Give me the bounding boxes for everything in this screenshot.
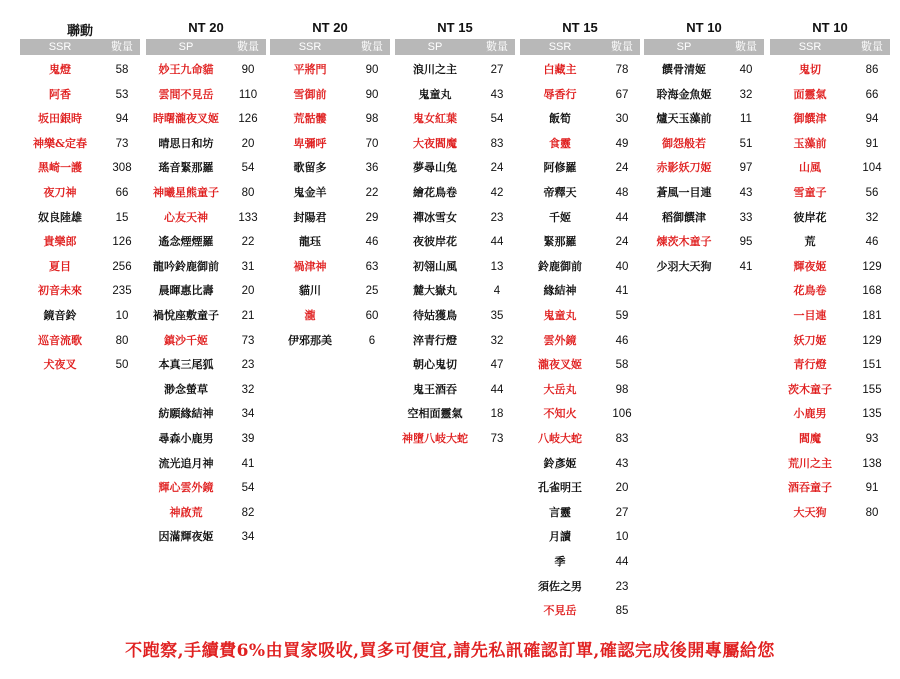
item-quantity: 6 — [368, 334, 376, 347]
item-quantity: 15 — [115, 211, 129, 224]
item-name: 伊邪那美 — [288, 333, 332, 347]
item-quantity: 151 — [862, 359, 882, 372]
item-name: 煉茨木童子 — [656, 235, 712, 249]
item-quantity: 27 — [490, 64, 504, 76]
group-title: NT 10 — [812, 20, 848, 35]
item-name: 卑彌呼 — [293, 136, 327, 150]
item-name: 初翎山風 — [413, 259, 457, 273]
item-quantity: 90 — [365, 88, 379, 101]
item-name: 雪御前 — [293, 87, 327, 101]
item-quantity: 86 — [865, 64, 879, 76]
item-name: 須佐之男 — [538, 579, 582, 593]
item-name: 夢尋山兔 — [413, 161, 457, 175]
item-name: 紡願緣結神 — [158, 407, 214, 421]
item-name: 聆海金魚姬 — [656, 87, 712, 101]
item-quantity: 40 — [739, 64, 753, 76]
item-name: 尋森小鹿男 — [158, 432, 214, 445]
item-quantity: 49 — [615, 137, 629, 150]
item-quantity: 80 — [115, 334, 129, 347]
item-quantity: 36 — [365, 162, 379, 175]
item-name: 龍珏 — [299, 235, 321, 249]
item-name: 坂田銀時 — [38, 112, 82, 126]
item-name: 瀧夜叉姬 — [538, 358, 582, 372]
item-name: 神墮八岐大蛇 — [402, 432, 468, 445]
item-name: 妖刀姬 — [793, 333, 827, 347]
footer-notice: 不跑察,手續費6%由買家吸收,買多可便宜,請先私訊確認訂單,確認完成後開專屬給您 — [125, 641, 775, 661]
item-name: 鬼王酒吞 — [413, 382, 457, 396]
item-quantity: 256 — [112, 260, 132, 273]
item-quantity: 95 — [739, 236, 753, 249]
item-quantity: 42 — [490, 187, 504, 199]
item-quantity: 78 — [615, 64, 629, 76]
item-name: 山風 — [799, 161, 821, 175]
item-name: 鬼金羊 — [293, 186, 327, 199]
item-quantity: 30 — [615, 113, 629, 126]
item-name: 鎮沙千姬 — [164, 333, 208, 347]
item-quantity: 73 — [241, 334, 255, 347]
item-quantity: 129 — [862, 334, 882, 347]
item-quantity: 21 — [241, 310, 255, 322]
group-title: NT 15 — [437, 20, 473, 35]
item-name: 雲外鏡 — [543, 333, 577, 347]
item-quantity: 85 — [615, 605, 629, 618]
group-title: NT 20 — [312, 20, 348, 35]
item-name: 帝釋天 — [543, 186, 577, 199]
item-quantity: 32 — [739, 88, 753, 101]
item-quantity: 24 — [615, 162, 629, 175]
item-quantity: 60 — [365, 310, 379, 322]
item-quantity: 23 — [615, 580, 629, 593]
item-quantity: 24 — [490, 162, 504, 175]
header-quantity: 數量 — [237, 41, 259, 53]
item-name: 朝心鬼切 — [413, 358, 457, 372]
item-name: 千姬 — [549, 210, 571, 224]
item-quantity: 83 — [615, 433, 629, 445]
item-name: 爐天玉藻前 — [656, 112, 712, 126]
item-name: 瑤音緊那羅 — [158, 161, 214, 175]
item-name: 晨暉惠比壽 — [158, 284, 214, 298]
group-title: 聯動 — [66, 23, 93, 38]
header-type: SP — [178, 41, 194, 53]
item-quantity: 168 — [862, 285, 882, 298]
item-name: 緣結神 — [543, 284, 577, 298]
item-name: 因滿輝夜姬 — [158, 530, 214, 544]
item-name: 少羽大天狗 — [656, 259, 712, 273]
item-name: 大天狗 — [793, 505, 827, 519]
header-type: SP — [427, 41, 443, 53]
column-header — [520, 39, 640, 55]
item-quantity: 32 — [865, 211, 879, 224]
item-quantity: 90 — [241, 64, 255, 76]
item-name: 神樂&定春 — [33, 136, 87, 150]
item-quantity: 133 — [238, 211, 258, 224]
item-name: 白藏主 — [543, 63, 577, 76]
column-header — [395, 39, 515, 55]
group-title: NT 15 — [562, 20, 598, 35]
item-name: 孔雀明王 — [538, 481, 582, 495]
item-name: 一目連 — [793, 309, 827, 322]
item-name: 御怨般若 — [662, 136, 706, 150]
item-quantity: 138 — [862, 457, 882, 470]
item-name: 季 — [554, 555, 566, 568]
item-name: 本真三尾狐 — [158, 358, 214, 372]
item-quantity: 126 — [112, 236, 132, 249]
column-header — [770, 39, 890, 55]
item-name: 不見岳 — [543, 604, 577, 618]
item-quantity: 48 — [615, 187, 629, 199]
item-name: 鬼童丸 — [418, 87, 452, 101]
item-name: 神曦星熊童子 — [153, 186, 219, 199]
item-quantity: 4 — [493, 285, 501, 298]
item-name: 犬夜叉 — [43, 358, 77, 372]
group-title: NT 10 — [686, 20, 722, 35]
item-quantity: 22 — [241, 236, 255, 249]
item-name: 玉藻前 — [793, 136, 827, 150]
item-quantity: 11 — [740, 113, 752, 126]
item-quantity: 58 — [115, 64, 129, 76]
item-name: 不知火 — [543, 407, 577, 421]
item-name: 鬼女紅葉 — [413, 112, 457, 126]
item-quantity: 93 — [865, 433, 879, 445]
item-name: 輝心雲外鏡 — [158, 481, 214, 495]
item-quantity: 80 — [865, 506, 879, 519]
item-name: 夏目 — [49, 259, 71, 273]
item-name: 心友天神 — [164, 210, 208, 224]
item-quantity: 54 — [241, 162, 255, 175]
item-quantity: 98 — [615, 383, 629, 396]
item-name: 流光追月神 — [158, 456, 214, 470]
item-quantity: 73 — [115, 137, 129, 150]
item-quantity: 58 — [615, 359, 629, 372]
item-name: 辱香行 — [543, 87, 577, 101]
item-quantity: 91 — [865, 137, 879, 150]
item-quantity: 41 — [739, 260, 753, 273]
column-header — [270, 39, 390, 55]
item-name: 小鹿男 — [793, 407, 827, 421]
item-quantity: 47 — [490, 359, 504, 372]
item-quantity: 20 — [241, 137, 255, 150]
item-name: 饌骨清姬 — [662, 63, 706, 76]
item-quantity: 63 — [365, 260, 379, 273]
header-type: SSR — [548, 41, 572, 53]
item-name: 荒川之主 — [788, 456, 832, 470]
item-quantity: 235 — [112, 285, 132, 298]
column-header — [20, 39, 140, 55]
item-name: 言靈 — [549, 505, 571, 519]
item-name: 荒骷髏 — [293, 112, 327, 126]
item-quantity: 67 — [615, 88, 629, 101]
item-quantity: 54 — [241, 482, 255, 495]
item-quantity: 44 — [615, 556, 629, 568]
item-quantity: 18 — [490, 408, 504, 421]
item-name: 浪川之主 — [413, 63, 457, 76]
item-name: 初音未來 — [38, 284, 82, 298]
item-name: 晴思日和坊 — [158, 136, 214, 150]
item-quantity: 80 — [241, 187, 255, 199]
header-quantity: 數量 — [735, 41, 757, 53]
item-name: 繪花鳥卷 — [413, 186, 457, 199]
header-quantity: 數量 — [861, 41, 883, 53]
item-name: 彼岸花 — [793, 210, 827, 224]
item-quantity: 44 — [490, 383, 504, 396]
item-quantity: 97 — [739, 162, 753, 175]
item-name: 酒吞童子 — [788, 481, 832, 495]
item-quantity: 135 — [862, 408, 882, 421]
item-quantity: 106 — [612, 408, 632, 421]
item-name: 青行燈 — [793, 358, 827, 372]
item-name: 夜刀神 — [43, 186, 77, 199]
item-quantity: 20 — [241, 285, 255, 298]
item-name: 妙王九命貓 — [158, 63, 214, 76]
item-quantity: 181 — [862, 310, 882, 322]
item-quantity: 40 — [615, 260, 629, 273]
item-quantity: 46 — [865, 236, 879, 249]
item-quantity: 24 — [615, 236, 629, 249]
item-name: 黑崎一護 — [38, 161, 82, 175]
item-quantity: 98 — [365, 113, 379, 126]
item-name: 貓川 — [299, 284, 321, 298]
item-quantity: 44 — [615, 211, 629, 224]
item-name: 輝夜姬 — [793, 259, 827, 273]
item-quantity: 44 — [490, 236, 504, 249]
item-quantity: 39 — [241, 433, 255, 445]
item-quantity: 46 — [365, 236, 379, 249]
item-quantity: 27 — [615, 506, 629, 519]
item-quantity: 83 — [490, 137, 504, 150]
header-quantity: 數量 — [486, 41, 508, 53]
item-quantity: 91 — [865, 482, 879, 495]
item-name: 赤影妖刀姬 — [656, 161, 712, 175]
item-name: 鏡音鈴 — [43, 309, 77, 322]
header-type: SSR — [298, 41, 322, 53]
header-quantity: 數量 — [611, 41, 633, 53]
item-name: 鈴鹿御前 — [538, 259, 582, 273]
item-name: 鈴彥姬 — [543, 456, 577, 470]
item-name: 龍吟鈴鹿御前 — [153, 259, 219, 273]
column-header — [644, 39, 764, 55]
item-quantity: 50 — [115, 359, 129, 372]
item-quantity: 41 — [241, 457, 255, 470]
item-quantity: 70 — [365, 137, 379, 150]
item-name: 貴樂郎 — [43, 235, 77, 249]
item-name: 歌留多 — [293, 161, 327, 175]
item-quantity: 110 — [238, 88, 258, 101]
item-name: 緊那羅 — [543, 235, 577, 249]
item-name: 荒 — [804, 235, 816, 249]
item-quantity: 126 — [238, 113, 258, 126]
item-name: 食靈 — [549, 136, 571, 150]
item-name: 月讀 — [549, 530, 571, 544]
item-quantity: 90 — [365, 64, 379, 76]
item-quantity: 54 — [490, 113, 504, 126]
item-quantity: 25 — [365, 285, 379, 298]
item-quantity: 33 — [739, 211, 753, 224]
item-name: 空相面靈氣 — [407, 407, 463, 421]
item-name: 鬼燈 — [49, 63, 71, 76]
item-quantity: 56 — [865, 187, 879, 199]
item-quantity: 32 — [241, 383, 255, 396]
item-name: 禍悅座敷童子 — [153, 309, 219, 322]
item-name: 大夜閻魔 — [413, 136, 457, 150]
item-name: 淬青行燈 — [413, 333, 457, 347]
item-quantity: 10 — [115, 310, 129, 322]
item-quantity: 41 — [615, 285, 629, 298]
item-quantity: 23 — [490, 211, 504, 224]
item-quantity: 31 — [241, 260, 255, 273]
item-name: 雲間不見岳 — [158, 87, 214, 101]
header-type: SSR — [798, 41, 822, 53]
item-name: 八岐大蛇 — [538, 432, 582, 445]
item-name: 鬼童丸 — [543, 309, 577, 322]
group-title: NT 20 — [188, 20, 224, 35]
item-quantity: 34 — [241, 531, 255, 544]
item-name: 閻魔 — [799, 432, 821, 445]
item-quantity: 23 — [241, 359, 255, 372]
item-name: 雪童子 — [793, 186, 827, 199]
item-name: 蒼風一目連 — [656, 186, 712, 199]
item-quantity: 51 — [739, 137, 753, 150]
item-quantity: 20 — [615, 482, 629, 495]
item-name: 稻御饌津 — [662, 210, 706, 224]
item-name: 瀧 — [304, 309, 316, 322]
item-name: 面靈氣 — [793, 87, 827, 101]
item-name: 巡音流歌 — [38, 333, 82, 347]
item-name: 神啟荒 — [169, 505, 203, 519]
item-name: 渺念螢草 — [164, 382, 208, 396]
item-name: 平將門 — [293, 63, 327, 76]
item-name: 麓大嶽丸 — [413, 284, 457, 298]
item-quantity: 43 — [615, 457, 629, 470]
item-quantity: 308 — [112, 162, 132, 175]
item-quantity: 22 — [365, 187, 379, 199]
item-name: 封陽君 — [293, 210, 327, 224]
item-quantity: 94 — [865, 113, 879, 126]
item-name: 茨木童子 — [788, 382, 832, 396]
item-name: 時曙瀧夜叉姬 — [153, 112, 219, 126]
item-name: 阿香 — [49, 87, 71, 101]
item-name: 奴良陸雄 — [38, 210, 82, 224]
item-name: 飯筍 — [549, 112, 571, 126]
item-name: 禍津神 — [293, 259, 327, 273]
header-quantity: 數量 — [361, 41, 383, 53]
item-name: 夜彼岸花 — [413, 235, 457, 249]
item-quantity: 35 — [490, 310, 504, 322]
header-quantity: 數量 — [111, 41, 133, 53]
item-quantity: 66 — [115, 187, 129, 199]
item-quantity: 59 — [615, 310, 629, 322]
item-quantity: 94 — [115, 113, 129, 126]
item-quantity: 73 — [490, 433, 504, 445]
item-quantity: 46 — [615, 334, 629, 347]
item-name: 花鳥卷 — [793, 284, 827, 298]
item-name: 遙念煙煙羅 — [158, 235, 214, 249]
column-header — [146, 39, 266, 55]
item-name: 御饌津 — [793, 112, 827, 126]
item-name: 大岳丸 — [543, 382, 577, 396]
item-quantity: 13 — [490, 260, 504, 273]
header-type: SSR — [48, 41, 72, 53]
item-quantity: 53 — [115, 88, 129, 101]
item-quantity: 43 — [490, 88, 504, 101]
item-quantity: 34 — [241, 408, 255, 421]
item-quantity: 82 — [241, 506, 255, 519]
header-type: SP — [676, 41, 692, 53]
item-name: 禪冰雪女 — [413, 210, 457, 224]
item-quantity: 32 — [490, 334, 504, 347]
item-name: 待姑獲鳥 — [413, 309, 457, 322]
item-quantity: 129 — [862, 260, 882, 273]
item-quantity: 29 — [365, 211, 379, 224]
item-quantity: 104 — [862, 162, 882, 175]
item-quantity: 10 — [615, 531, 629, 544]
item-quantity: 155 — [862, 383, 882, 396]
item-quantity: 66 — [865, 88, 879, 101]
item-quantity: 43 — [739, 187, 753, 199]
item-name: 鬼切 — [799, 63, 821, 76]
item-name: 阿修羅 — [543, 161, 577, 175]
